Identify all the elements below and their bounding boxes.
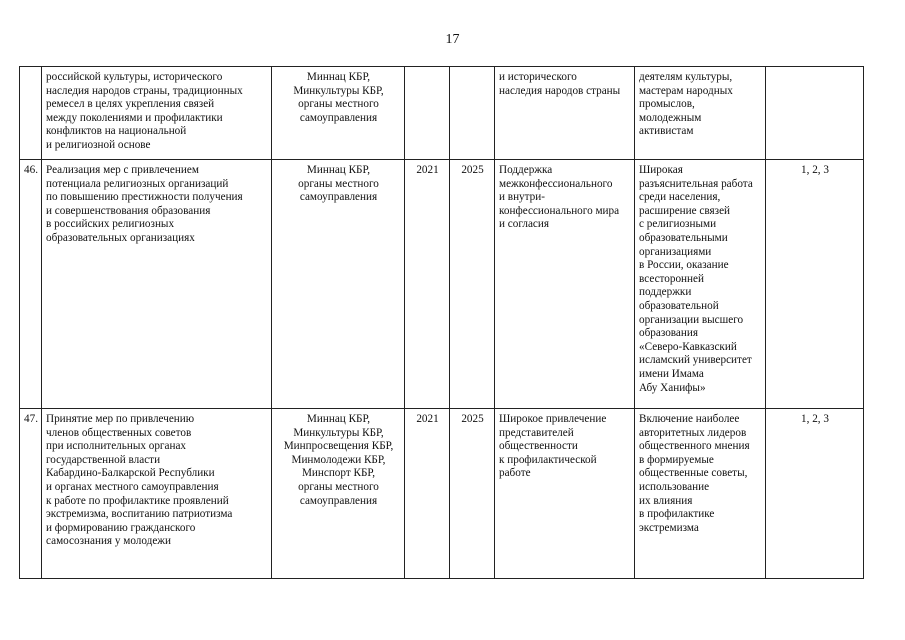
executors-cell: Миннац КБР, Минкультуры КБР, органы местного самоуправления [272, 67, 405, 160]
year-end-cell [450, 67, 495, 160]
year-start-cell [405, 67, 450, 160]
row-number-cell: 46. [20, 160, 42, 409]
year-start-cell: 2021 [405, 409, 450, 579]
table-row [20, 160, 864, 409]
executors-cell: Миннац КБР, Минкультуры КБР, Минпросвещения КБР, Минмолодежи КБР, Минспорт КБР, органы местного самоуправления [272, 409, 405, 579]
objective-cell: Широкое привлечение представителей общественности к профилактической работе [495, 409, 635, 579]
result-cell: Широкая разъяснительная работа среди населения, расширение связей с религиозными образовательными организациями в России, оказание всесторонней поддержки образовательной организации высшего образования «Северо-Кавказский исламский университет имени Имама Абу Ханифы» [635, 160, 766, 409]
row-number-cell: 47. [20, 409, 42, 579]
row-number-cell [20, 67, 42, 160]
year-start-cell: 2021 [405, 160, 450, 409]
result-cell: Включение наиболее авторитетных лидеров общественного мнения в формируемые общественные советы, использование их влияния в профилактике экстремизма [635, 409, 766, 579]
result-cell: деятелям культуры, мастерам народных промыслов, молодежным активистам [635, 67, 766, 160]
table-row [20, 67, 864, 160]
executors-cell: Миннац КБР, органы местного самоуправления [272, 160, 405, 409]
year-end-cell: 2025 [450, 409, 495, 579]
objective-cell: Поддержка межконфессионального и внутри- конфессионального мира и согласия [495, 160, 635, 409]
year-end-cell: 2025 [450, 160, 495, 409]
table-row [20, 409, 864, 579]
indicators-cell: 1, 2, 3 [766, 160, 864, 409]
action-plan-table [19, 66, 864, 579]
indicators-cell: 1, 2, 3 [766, 409, 864, 579]
page-number: 17 [445, 32, 460, 47]
measure-cell: Реализация мер с привлечением потенциала религиозных организаций по повышению престижности получения и совершенствования образования в российских религиозных образовательных организациях [42, 160, 272, 409]
measure-cell: российской культуры, исторического наследия народов страны, традиционных ремесел в целях укрепления связей между поколениями и профилактики конфликтов на национальной и религиозной основе [42, 67, 272, 160]
objective-cell: и исторического наследия народов страны [495, 67, 635, 160]
measure-cell: Принятие мер по привлечению членов общественных советов при исполнительных органах государственной власти Кабардино-Балкарской Республики и органах местного самоуправления к работе по профилактике проявлений экстремизма, воспитанию патриотизма и формированию гражданского самосознания у молодежи [42, 409, 272, 579]
indicators-cell [766, 67, 864, 160]
